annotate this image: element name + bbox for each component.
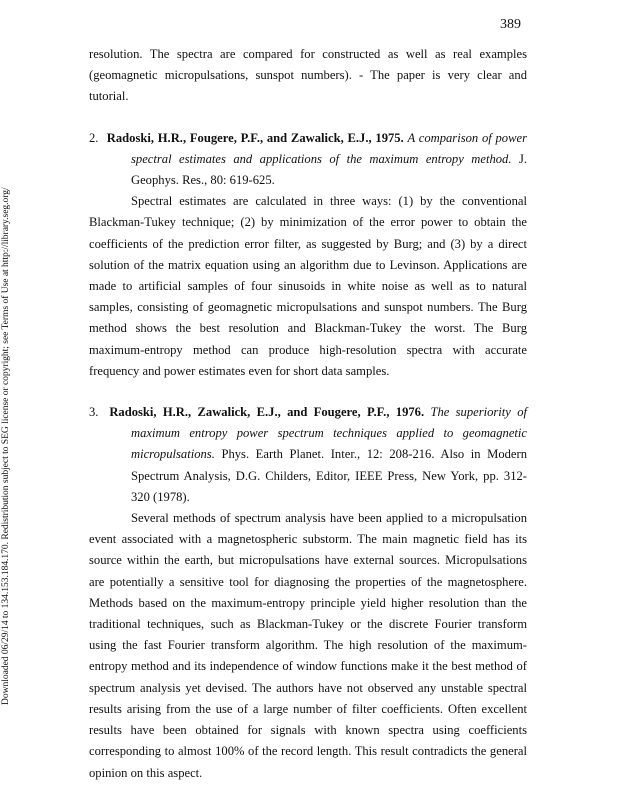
intro-paragraph: resolution. The spectra are compared for constructed as well as real examples (geomagnetic micropulsations, sunspot numbers). - The paper is very clear and tutorial. [89, 47, 527, 104]
reference-number: 3. [89, 405, 99, 420]
page-number: 389 [500, 17, 521, 32]
reference-source: J. Geophys. Res., 80: 619-625. [131, 151, 527, 188]
reference-abstract: Spectral estimates are calculated in three ways: (1) by the conventional Blackman-Tukey technique; (2) by minimization of the error power to obtain the coefficients of the prediction error filter, as suggested by Burg; and (3) by a direct solution of the matrix equation using an algorithm due to Levinson. Applications are made to artificial samples of four sinusoids in white noise as well as to natural samples, consisting of geomagnetic micropulsations and sunspot numbers. The Burg method shows the best resolution and Blackman-Tukey the worst. The Burg maximum-entropy method can produce high-resolution spectra with accurate frequency and power estimates even for short data samples. [89, 194, 527, 378]
reference-citation [89, 402, 527, 508]
reference-title: A comparison of power spectral estimates and applications of the maximum entropy method. [131, 130, 527, 166]
reference-authors: Radoski, H.R., Zawalick, E.J., and Fougere, P.F., 1976. [109, 405, 425, 420]
reference-entry [89, 128, 527, 382]
reference-entry [89, 402, 527, 784]
download-notice: Downloaded 06/29/14 to 134.153.184.170. Redistribution subject to SEG license or copyright; see Terms of Use at http://library.seg.org/ [0, 187, 11, 705]
reference-source: Phys. Earth Planet. Inter., 12: 208-216. Also in Modern Spectrum Analysis, D.G. Childers, Editor, IEEE Press, New York, pp. 312-320 (1978). [131, 447, 528, 504]
reference-number: 2. [89, 130, 99, 145]
reference-authors: Radoski, H.R., Fougere, P.F., and Zawalick, E.J., 1975. [106, 130, 404, 145]
reference-abstract: Several methods of spectrum analysis have been applied to a micropulsation event associated with a magnetospheric substorm. The main magnetic field has its source within the earth, but micropulsations have external sources. Micropulsations are potentially a sensitive tool for diagnosing the properties of the magnetosphere. Methods based on the maximum-entropy principle yield higher resolution than the traditional techniques, such as Blackman-Tukey or the discrete Fourier transform using the fast Fourier transform algorithm. The high resolution of the maximum-entropy method and its independence of window functions make it the best method of spectrum analysis yet devised. The authors have not observed any unstable spectral results arising from the use of a large number of filter coefficients. Often excellent results have been obtained for signals with known spectra using coefficients corresponding to almost 100% of the record length. This result contradicts the general opinion on this aspect. [89, 511, 527, 780]
page-content [89, 44, 527, 784]
reference-title: The superiority of maximum entropy power spectrum techniques applied to geomagnetic micropulsations. [131, 405, 527, 462]
reference-citation [89, 128, 527, 192]
